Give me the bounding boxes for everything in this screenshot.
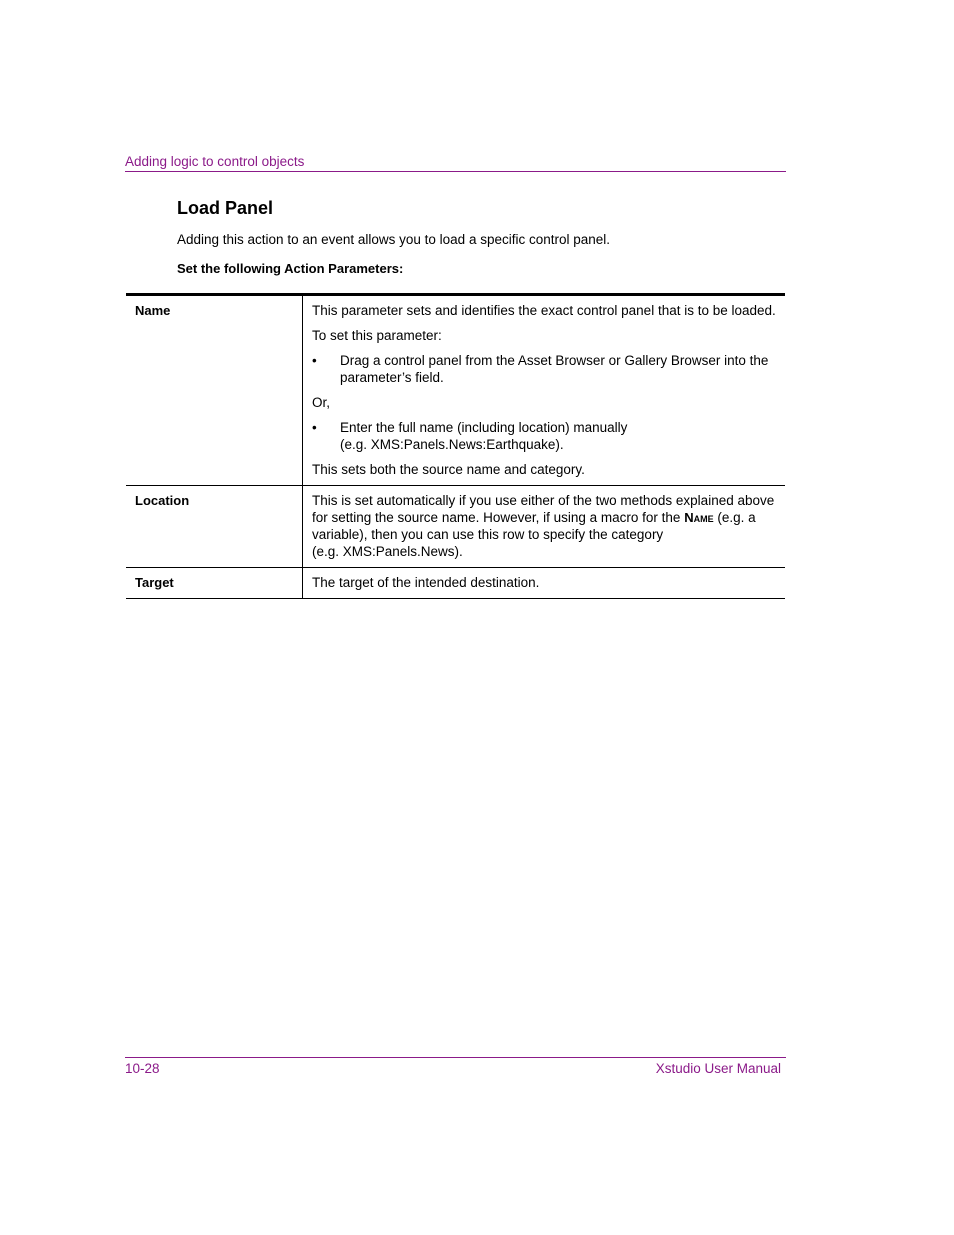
bullet-icon: • — [312, 420, 317, 435]
description-text: This sets both the source name and category. — [312, 462, 585, 477]
list-item-line: Enter the full name (including location) manually — [340, 420, 628, 435]
params-heading: Set the following Action Parameters: — [177, 261, 404, 276]
section-title: Adding logic to control objects — [125, 154, 305, 169]
description-text — [312, 492, 777, 560]
param-description-cell — [303, 486, 786, 568]
param-description-cell — [303, 295, 786, 486]
list-item-text — [340, 419, 627, 453]
param-label: Name — [135, 303, 171, 318]
running-header — [125, 154, 786, 172]
param-name-cell — [126, 568, 303, 599]
action-parameters-table — [126, 293, 785, 599]
list-item — [312, 419, 777, 453]
bullet-icon: • — [312, 353, 317, 368]
description-fragment: (e.g. XMS:Panels.News). — [312, 544, 463, 559]
description-text: This parameter sets and identifies the exact control panel that is to be loaded. — [312, 303, 776, 318]
param-name-cell — [126, 486, 303, 568]
list-item — [312, 352, 777, 386]
param-description-cell — [303, 568, 786, 599]
param-label: Target — [135, 575, 174, 590]
table-row-target — [126, 568, 785, 599]
table-row-name — [126, 295, 785, 486]
description-text: Or, — [312, 395, 331, 410]
manual-title: Xstudio User Manual — [655, 1061, 781, 1076]
description-fragment: (e.g. a variable), then you can use this row to specify the category — [312, 510, 756, 542]
param-label: Location — [135, 493, 190, 508]
table-row-location — [126, 486, 785, 568]
page-title: Load Panel — [177, 198, 274, 218]
running-footer — [125, 1057, 786, 1076]
name-reference: Name — [684, 510, 714, 525]
page-number: 10-28 — [125, 1061, 160, 1076]
param-name-cell — [126, 295, 303, 486]
list-item-line: (e.g. XMS:Panels.News:Earthquake). — [340, 437, 564, 452]
description-fragment: This is set automatically if you use either of the two methods explained above for setting the source name. However, if using a macro for the — [312, 493, 775, 525]
description-text: The target of the intended destination. — [312, 575, 540, 590]
intro-text: Adding this action to an event allows you to load a specific control panel. — [177, 232, 611, 247]
description-text: To set this parameter: — [312, 328, 442, 343]
list-item-text: Drag a control panel from the Asset Browser or Gallery Browser into the parameter’s field. — [340, 353, 769, 385]
